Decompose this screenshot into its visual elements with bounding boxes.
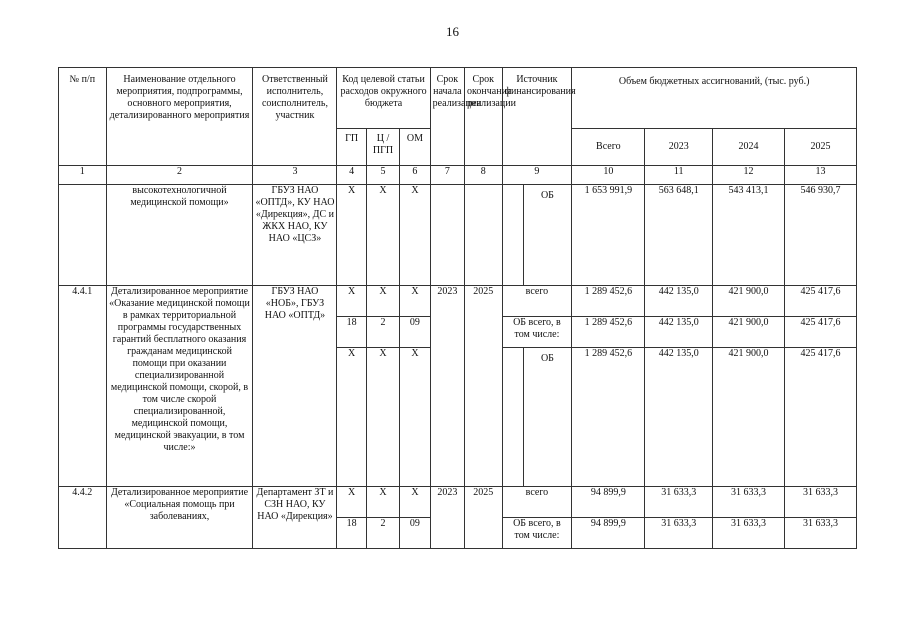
row-om: X: [400, 348, 430, 487]
row-om: X: [400, 185, 430, 286]
row-name: Детализированное мероприятие «Социальная помощь при заболеваниях,: [106, 487, 253, 549]
row-2024: 31 633,3: [713, 518, 785, 549]
col-number: 12: [713, 166, 785, 185]
header-code: Код целевой статьи расходов окружного бюджета: [337, 68, 430, 129]
header-amounts: Объем бюджетных ассигнований, (тыс. руб.): [572, 68, 857, 129]
row-2025: 31 633,3: [785, 487, 857, 518]
col-number: 3: [253, 166, 337, 185]
header-cpgp: Ц / ПГП: [366, 129, 399, 166]
row-cpgp: X: [366, 487, 399, 518]
header-executor: Ответственный исполнитель, соисполнитель, участник: [253, 68, 337, 166]
col-number: 5: [366, 166, 399, 185]
row-2024: 31 633,3: [713, 487, 785, 518]
row-total: 1 289 452,6: [572, 317, 645, 348]
header-num: № п/п: [59, 68, 107, 166]
header-source: Источник финансирования: [502, 68, 572, 166]
row-source-label: ОБ: [540, 190, 554, 201]
table-row: [59, 286, 857, 317]
row-end-empty: [465, 185, 502, 286]
col-number: 9: [502, 166, 572, 185]
header-2025: 2025: [785, 129, 857, 166]
row-executor: Департамент ЗТ и СЗН НАО, КУ НАО «Дирекция»: [253, 487, 337, 549]
row-total: 1 289 452,6: [572, 286, 645, 317]
col-number: 8: [465, 166, 502, 185]
row-end: 2025: [465, 487, 502, 549]
row-om: 09: [400, 518, 430, 549]
row-2024: 421 900,0: [713, 317, 785, 348]
row-cpgp: 2: [366, 317, 399, 348]
table-row: [59, 185, 857, 286]
header-gp: ГП: [337, 129, 366, 166]
row-2024: 421 900,0: [713, 348, 785, 487]
row-num: 4.4.2: [59, 487, 107, 549]
row-2025: 546 930,7: [785, 185, 857, 286]
row-executor: ГБУЗ НАО «НОБ», ГБУЗ НАО «ОПТД»: [253, 286, 337, 487]
col-number: 4: [337, 166, 366, 185]
header-total: Всего: [572, 129, 645, 166]
row-num-empty: [59, 185, 107, 286]
row-2023: 442 135,0: [645, 348, 713, 487]
row-start-empty: [430, 185, 464, 286]
row-start: 2023: [430, 487, 464, 549]
row-source: ОБ всего, в том числе:: [502, 317, 572, 348]
col-number: 7: [430, 166, 464, 185]
header-name: Наименование отдельного мероприятия, подпрограммы, основного мероприятия, детализированного мероприятия: [106, 68, 253, 166]
col-number: 6: [400, 166, 430, 185]
row-gp: X: [337, 286, 366, 317]
header-start: Срок начала реализации: [430, 68, 464, 166]
row-om: X: [400, 487, 430, 518]
row-gp: 18: [337, 317, 366, 348]
row-2023: 442 135,0: [645, 286, 713, 317]
row-gp: X: [337, 185, 366, 286]
header-2024: 2024: [713, 129, 785, 166]
row-2023: 31 633,3: [645, 518, 713, 549]
row-source: [502, 185, 572, 286]
row-num: 4.4.1: [59, 286, 107, 487]
page-number: 16: [446, 24, 459, 39]
column-numbers-row: [59, 166, 857, 185]
row-om: X: [400, 286, 430, 317]
row-name: высокотехнологичной медицинской помощи»: [106, 185, 253, 286]
header-om: ОМ: [400, 129, 430, 166]
row-total: 1 653 991,9: [572, 185, 645, 286]
row-start: 2023: [430, 286, 464, 487]
row-2025: 425 417,6: [785, 348, 857, 487]
row-executor: ГБУЗ НАО «ОПТД», КУ НАО «Дирекция», ДС и ЖКХ НАО, КУ НАО «ЦСЗ»: [253, 185, 337, 286]
row-gp: X: [337, 348, 366, 487]
row-total: 94 899,9: [572, 487, 645, 518]
header-end: Срок окончания реализации: [465, 68, 502, 166]
col-number: 10: [572, 166, 645, 185]
row-name: Детализированное мероприятие «Оказание медицинской помощи в рамках территориальной программы государственных гарантий бесплатного оказания гражданам медицинской помощи при оказании специализированной медицинской помощи, скорой, в том числе скорой специализированной, медицинской помощи, медицинской эвакуации, в том числе:»: [106, 286, 253, 487]
row-source: всего: [502, 286, 572, 317]
row-cpgp: 2: [366, 518, 399, 549]
header-2023: 2023: [645, 129, 713, 166]
row-total: 94 899,9: [572, 518, 645, 549]
row-cpgp: X: [366, 348, 399, 487]
row-2025: 425 417,6: [785, 286, 857, 317]
col-number: 11: [645, 166, 713, 185]
row-end: 2025: [465, 286, 502, 487]
row-source: всего: [502, 487, 572, 518]
row-source: ОБ всего, в том числе:: [502, 518, 572, 549]
table-row: [59, 487, 857, 518]
row-2023: 563 648,1: [645, 185, 713, 286]
row-gp: X: [337, 487, 366, 518]
row-2025: 425 417,6: [785, 317, 857, 348]
row-source-label: ОБ: [540, 353, 554, 364]
row-2025: 31 633,3: [785, 518, 857, 549]
row-gp: 18: [337, 518, 366, 549]
row-source: [502, 348, 572, 487]
row-2024: 421 900,0: [713, 286, 785, 317]
row-2023: 442 135,0: [645, 317, 713, 348]
col-number: 1: [59, 166, 107, 185]
col-number: 2: [106, 166, 253, 185]
row-2023: 31 633,3: [645, 487, 713, 518]
col-number: 13: [785, 166, 857, 185]
row-om: 09: [400, 317, 430, 348]
header-row: [59, 68, 857, 129]
row-total: 1 289 452,6: [572, 348, 645, 487]
budget-table: [58, 67, 857, 549]
row-cpgp: X: [366, 185, 399, 286]
row-2024: 543 413,1: [713, 185, 785, 286]
row-cpgp: X: [366, 286, 399, 317]
